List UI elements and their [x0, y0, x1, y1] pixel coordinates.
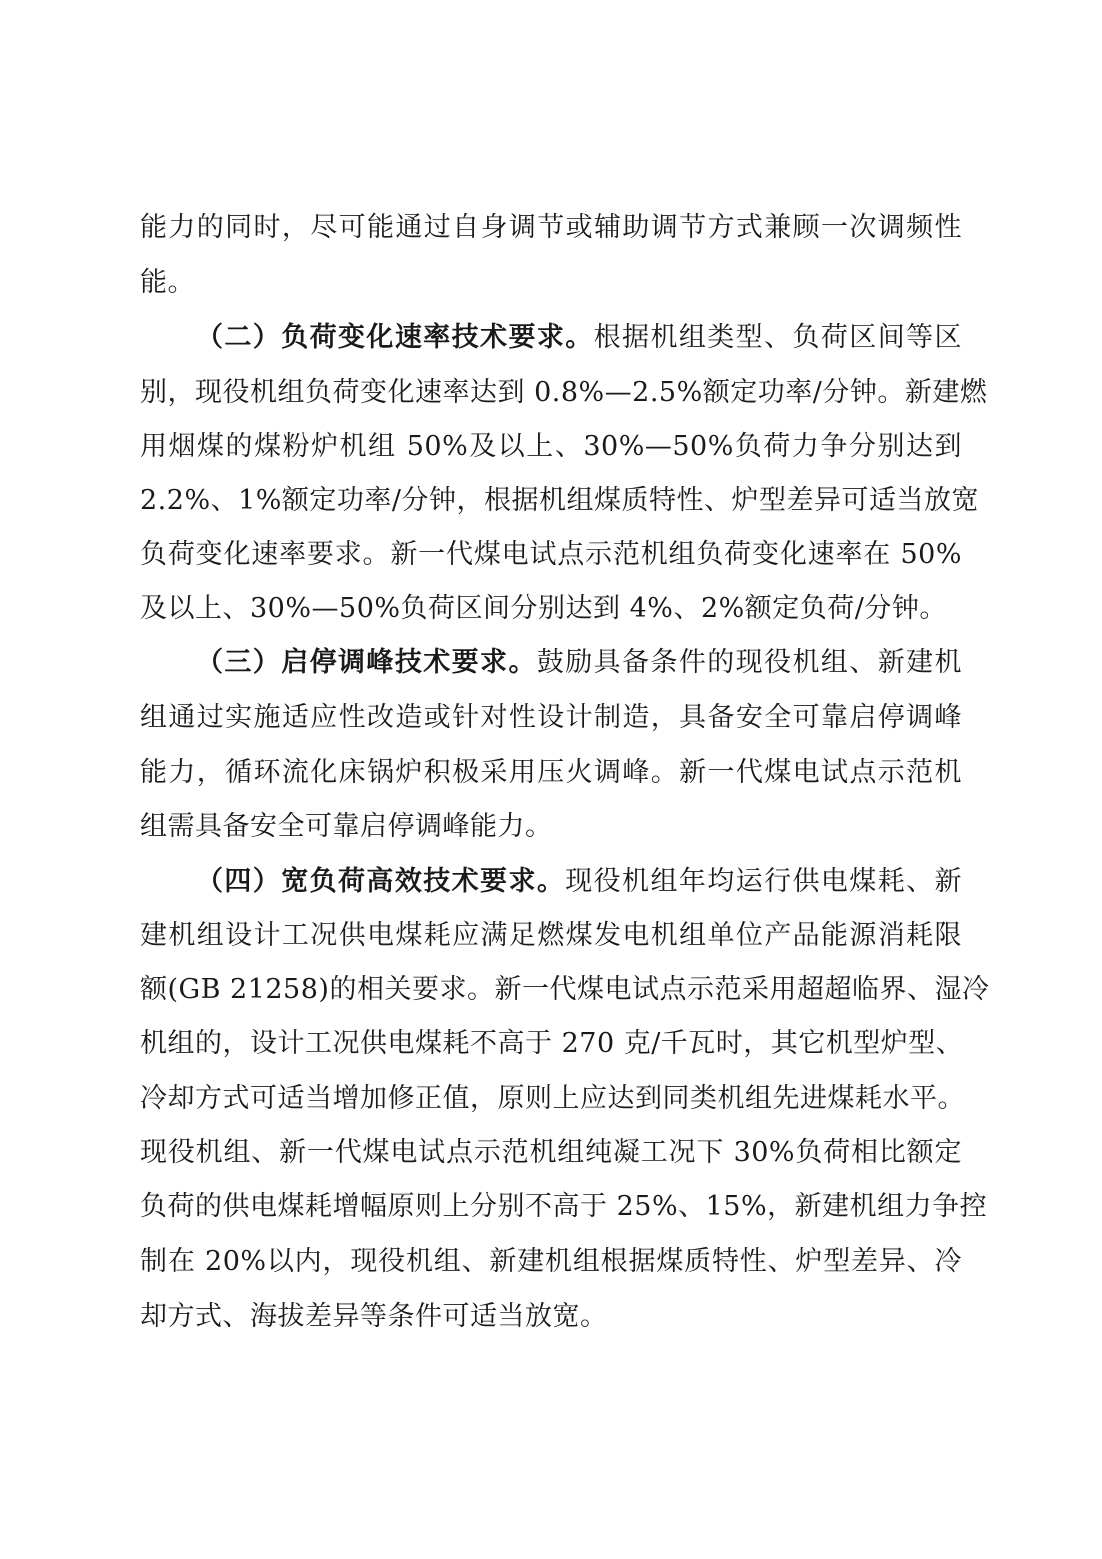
- text-line: 组需具备安全可靠启停调峰能力。: [140, 811, 553, 842]
- section-heading: （二）负荷变化速率技术要求。: [196, 322, 594, 353]
- text-line: 机组的，设计工况供电煤耗不高于 270 克/千瓦时，其它机型炉型、: [140, 1028, 964, 1059]
- section-heading-line: （二）负荷变化速率技术要求。根据机组类型、负荷区间等区: [196, 322, 963, 353]
- text-line: 用烟煤的煤粉炉机组 50%及以上、30%—50%负荷力争分别达到: [140, 431, 962, 462]
- section-heading: （四）宽负荷高效技术要求。: [196, 866, 566, 897]
- text-line: 制在 20%以内，现役机组、新建机组根据煤质特性、炉型差异、冷: [140, 1246, 962, 1277]
- text-line: 建机组设计工况供电煤耗应满足燃煤发电机组单位产品能源消耗限: [140, 920, 962, 951]
- text-line: 现役机组、新一代煤电试点示范机组纯凝工况下 30%负荷相比额定: [140, 1137, 962, 1168]
- text-line: 额(GB 21258)的相关要求。新一代煤电试点示范采用超超临界、湿冷: [140, 974, 990, 1005]
- text-line: 却方式、海拔差异等条件可适当放宽。: [140, 1301, 608, 1332]
- section-heading-line: （三）启停调峰技术要求。鼓励具备条件的现役机组、新建机: [196, 647, 963, 678]
- text-line: 组通过实施适应性改造或针对性设计制造，具备安全可靠启停调峰: [140, 702, 962, 733]
- text-line: 能力的同时，尽可能通过自身调节或辅助调节方式兼顾一次调频性: [140, 212, 962, 243]
- text-line: 负荷变化速率要求。新一代煤电试点示范机组负荷变化速率在 50%: [140, 539, 962, 570]
- text-line: 负荷的供电煤耗增幅原则上分别不高于 25%、15%，新建机组力争控: [140, 1191, 988, 1222]
- section-heading: （三）启停调峰技术要求。: [196, 647, 537, 678]
- text-line: 能力，循环流化床锅炉积极采用压火调峰。新一代煤电试点示范机: [140, 757, 962, 788]
- text-line: 别，现役机组负荷变化速率达到 0.8%—2.5%额定功率/分钟。新建燃: [140, 377, 988, 408]
- text-line: 能。: [140, 267, 195, 298]
- text-line: 及以上、30%—50%负荷区间分别达到 4%、2%额定负荷/分钟。: [140, 593, 947, 624]
- text-line: 2.2%、1%额定功率/分钟，根据机组煤质特性、炉型差异可适当放宽: [140, 485, 980, 516]
- section-heading-line: （四）宽负荷高效技术要求。现役机组年均运行供电煤耗、新: [196, 866, 962, 897]
- text-line: 冷却方式可适当增加修正值，原则上应达到同类机组先进煤耗水平。: [140, 1083, 965, 1114]
